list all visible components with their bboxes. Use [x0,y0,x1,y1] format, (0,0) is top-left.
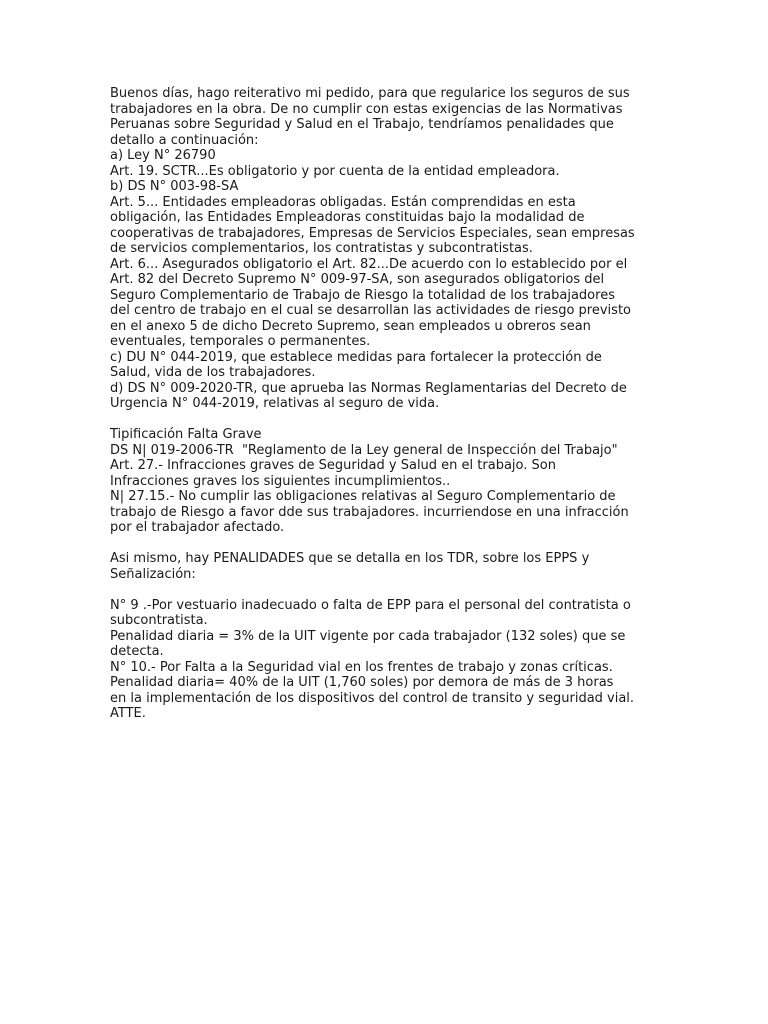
text-line: Salud, vida de los trabajadores. [110,365,316,380]
text-line: Penalidad diaria = 3% de la UIT vigente por cada trabajador (132 soles) que se [110,628,626,644]
text-line: N° 9 .-Por vestuario inadecuado o falta de EPP para el personal del contratista o [110,597,631,613]
text-line: Asi mismo, hay PENALIDADES que se detalla en los TDR, sobre los EPPS y [110,551,590,566]
text-line: Art. 27.- Infracciones graves de Seguridad y Salud en el trabajo. Son [110,458,556,473]
text-line: detallo a continuación: [110,132,259,148]
text-line: de servicios complementarios, los contratistas y subcontratistas. [110,241,533,256]
text-line: en el anexo 5 de dicho Decreto Supremo, sean empleados u obreros sean [110,318,591,334]
text-line: subcontratista. [110,613,208,628]
text-line: Art. 6... Asegurados obligatorio el Art. 82...De acuerdo con lo establecido por el [110,256,628,272]
text-line: N° 10.- Por Falta a la Seguridad vial en los frentes de trabajo y zonas críticas. [110,659,613,675]
text-line: Peruanas sobre Seguridad y Salud en el Trabajo, tendríamos penalidades que [110,117,614,132]
text-line: c) DU N° 044-2019, que establece medidas para fortalecer la protección de [110,349,602,365]
text-line: en la implementación de los dispositivos del control de transito y seguridad vial. [110,690,635,706]
text-line: obligación, las Entidades Empleadoras constituidas bajo la modalidad de [110,210,585,225]
text-line: Urgencia N° 044-2019, relativas al seguro de vida. [110,396,440,411]
text-line: Art. 19. SCTR...Es obligatorio y por cuenta de la entidad empleadora. [110,163,560,179]
document-body [110,86,670,722]
text-line: Penalidad diaria= 40% de la UIT (1,760 soles) por demora de más de 3 horas [110,675,614,690]
text-line: a) Ley N° 26790 [110,148,216,163]
text-line: Señalización: [110,566,196,582]
text-line: Infracciones graves los siguientes incumplimientos.. [110,473,451,489]
text-line: ATTE. [110,706,146,721]
text-line: b) DS N° 003-98-SA [110,179,239,194]
text-line: Art. 5... Entidades empleadoras obligadas. Están comprendidas en esta [110,194,576,210]
text-line: Art. 82 del Decreto Supremo N° 009-97-SA, son asegurados obligatorios del [110,272,605,287]
blank-line [110,536,670,552]
text-line: cooperativas de trabajadores, Empresas de Servicios Especiales, sean empresas [110,225,635,241]
text-line: Buenos días, hago reiterativo mi pedido, para que regularice los seguros de sus [110,86,630,101]
text-line: d) DS N° 009-2020-TR, que aprueba las Normas Reglamentarias del Decreto de [110,380,627,396]
blank-line [110,412,670,428]
text-line: DS N| 019-2006-TR "Reglamento de la Ley general de Inspección del Trabajo" [110,442,618,458]
text-line: Tipificación Falta Grave [110,427,262,442]
text-line: detecta. [110,644,164,659]
text-line: por el trabajador afectado. [110,520,285,535]
text-line: N| 27.15.- No cumplir las obligaciones relativas al Seguro Complementario de [110,489,616,504]
text-line: eventuales, temporales o permanentes. [110,334,371,349]
text-line: del centro de trabajo en el cual se desarrollan las actividades de riesgo previsto [110,303,631,318]
text-line: trabajadores en la obra. De no cumplir con estas exigencias de las Normativas [110,101,623,117]
blank-line [110,582,670,598]
text-line: trabajo de Riesgo a favor dde sus trabajadores. incurriendose en una infracción [110,504,629,520]
text-line: Seguro Complementario de Trabajo de Riesgo la totalidad de los trabajadores [110,287,615,303]
